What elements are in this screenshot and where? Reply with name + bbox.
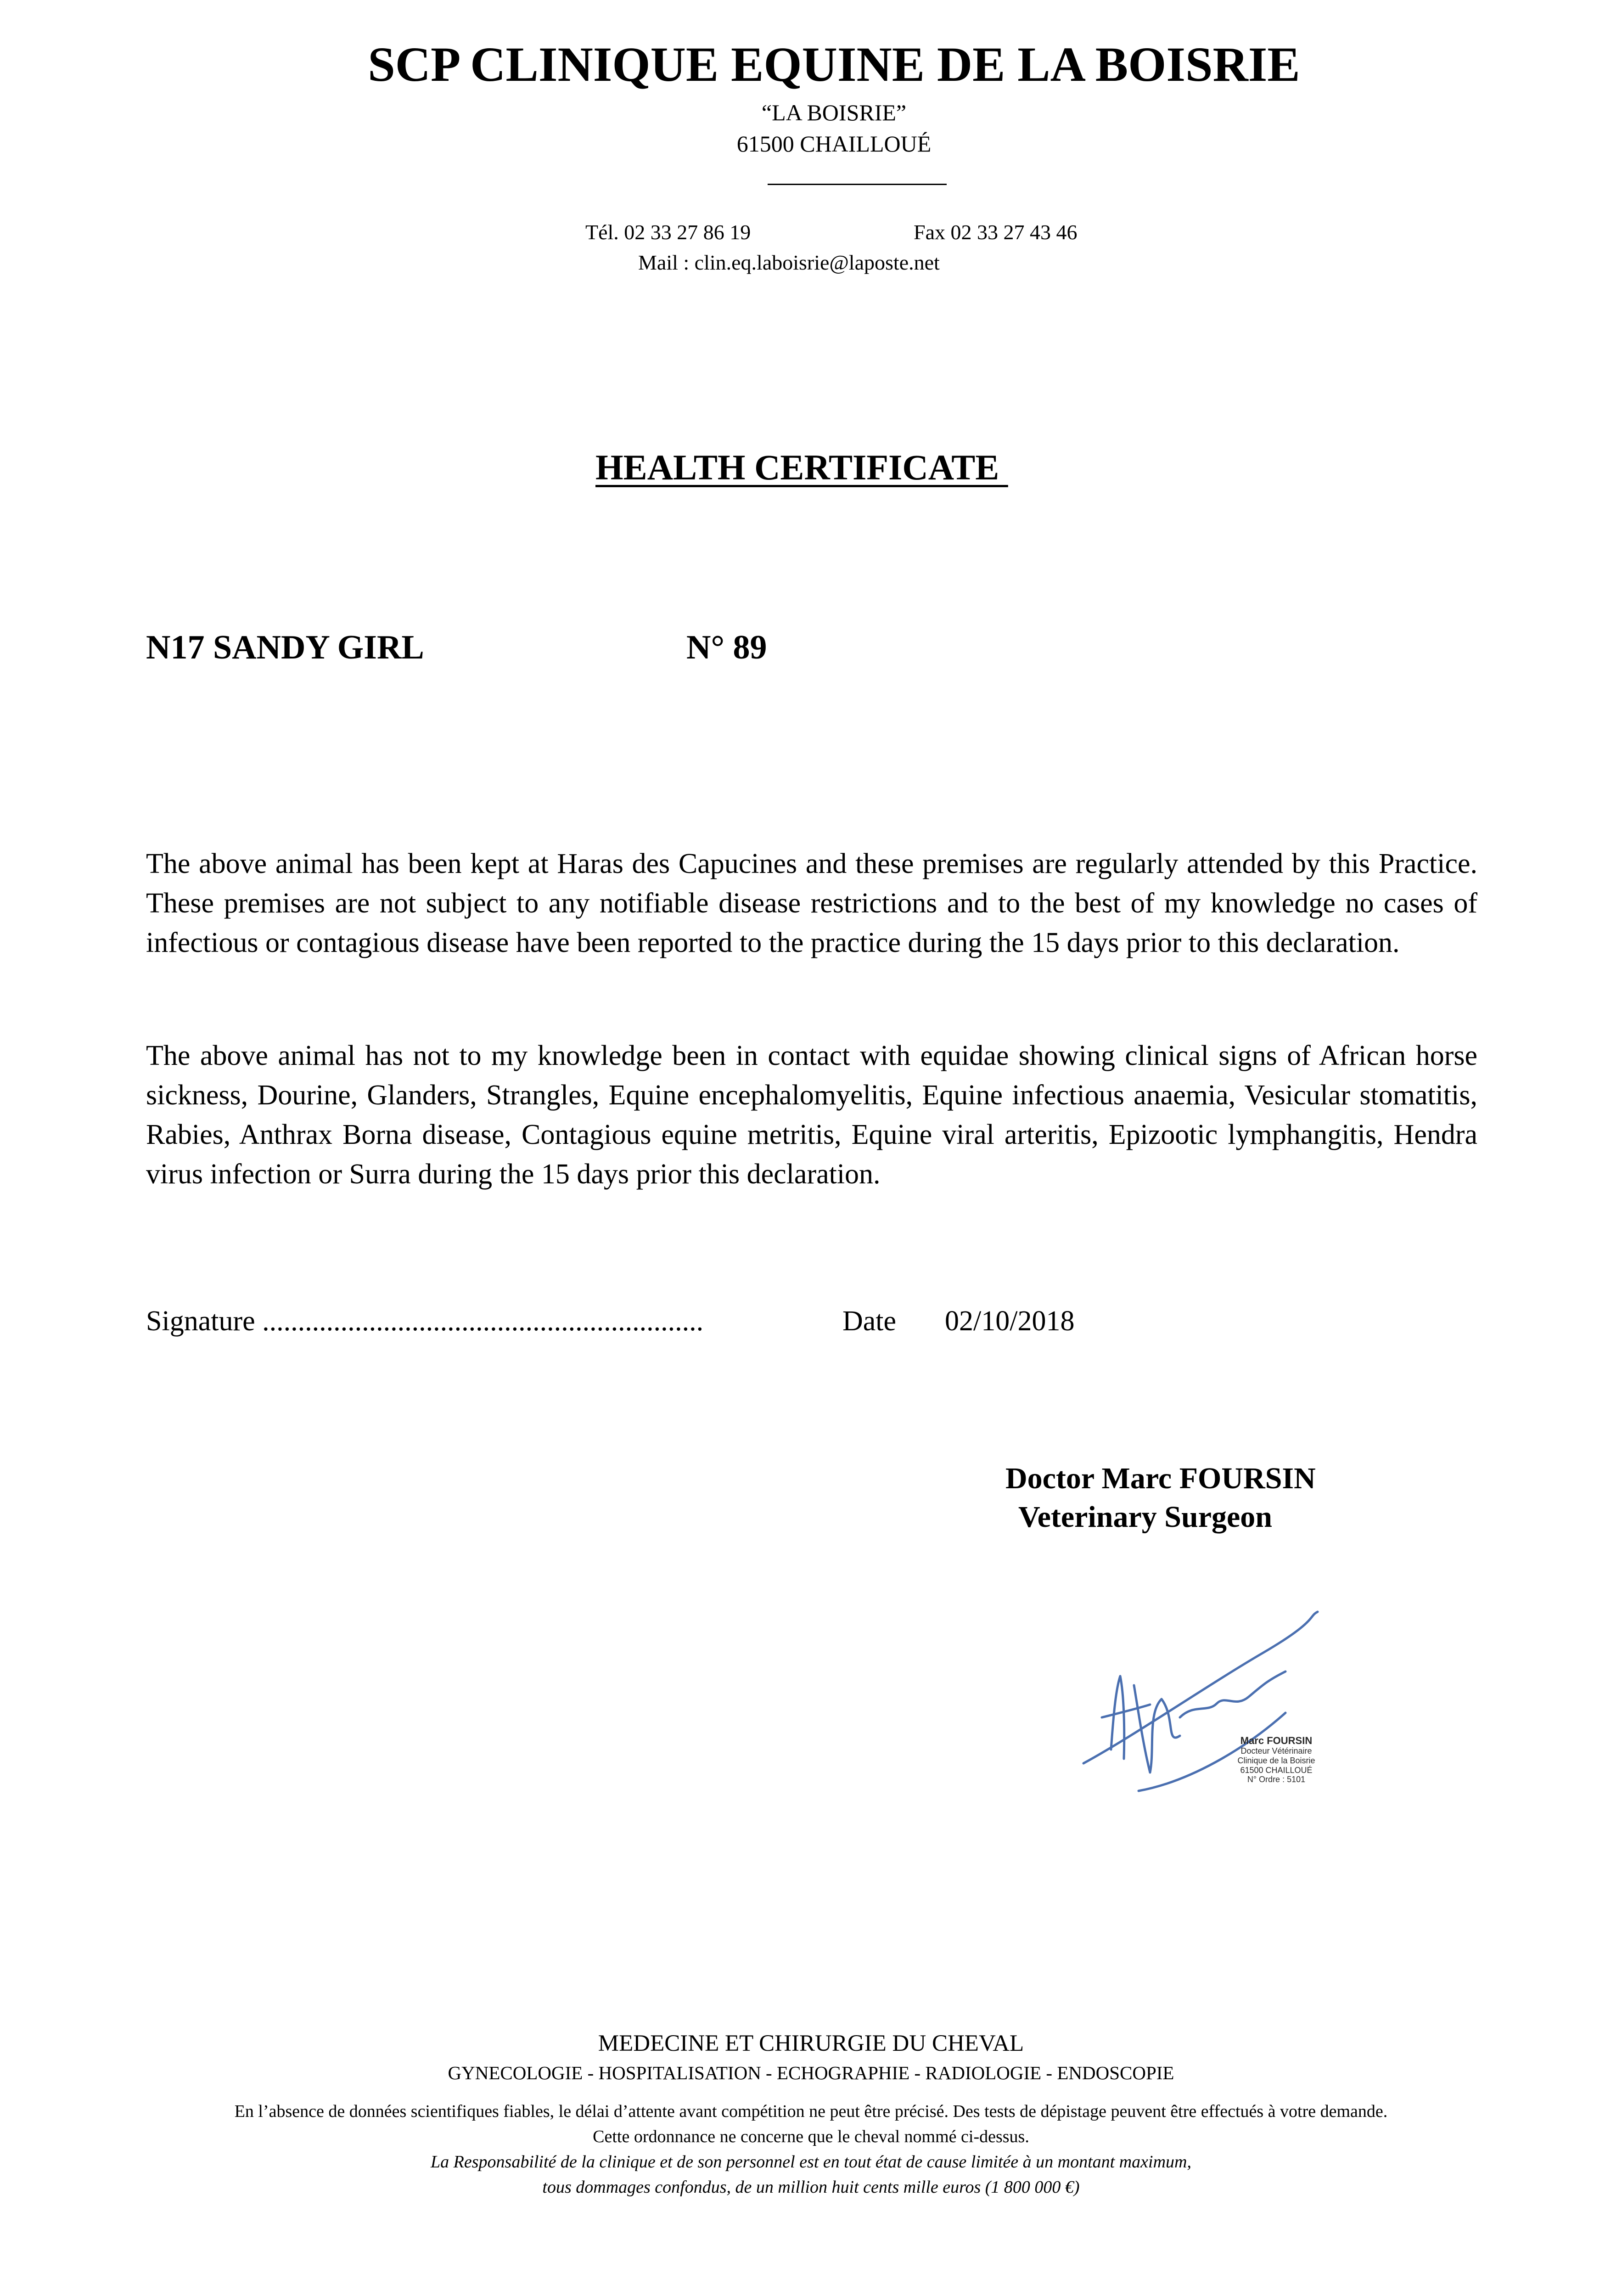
declaration-paragraph-premises: The above animal has been kept at Haras des Capucines and these premises are regularly attended by this Practice. These premises are not subject to any notifiable disease restrictions and to the best of my knowledge no cases of infectious or contagious disease have been reported to the practice during the 15 days prior to this declaration. — [146, 848, 1477, 958]
clinic-postal-city: 61500 CHAILLOUÉ — [736, 131, 932, 157]
stamp-line-3: 61500 CHAILLOUÉ — [1240, 1765, 1313, 1775]
footer-note-liability-amount: tous dommages confondus, de un million huit cents mille euros (1 800 000 €) — [542, 2178, 1080, 2197]
footer-note-liability: La Responsabilité de la clinique et de son personnel est en tout état de cause limitée à un montant maximum, — [431, 2152, 1191, 2172]
horse-name: N17 SANDY GIRL — [146, 629, 424, 666]
date-value: 02/10/2018 — [945, 1306, 1075, 1337]
footer-note-waiting-period: En l’absence de données scientifiques fiables, le délai d’attente avant compétition ne peut être précisé. Des tests de dépistage peuvent être effectués à votre demande. — [234, 2102, 1388, 2121]
clinic-fax: Fax 02 33 27 43 46 — [914, 220, 1078, 244]
clinic-phone: Tél. 02 33 27 86 19 — [585, 220, 751, 244]
signature-stroke-initial — [1102, 1676, 1150, 1759]
stamp-line-1: Docteur Vétérinaire — [1240, 1746, 1312, 1756]
doctor-title: Veterinary Surgeon — [1018, 1500, 1273, 1534]
stamp-name: Marc FOURSIN — [1240, 1735, 1313, 1746]
footer-specialty: MEDECINE ET CHIRURGIE DU CHEVAL — [598, 2031, 1024, 2056]
signature-stroke-loop — [1134, 1685, 1180, 1773]
clinic-place: “LA BOISRIE” — [761, 100, 907, 125]
footer-note-prescription: Cette ordonnance ne concerne que le cheval nommé ci-dessus. — [593, 2127, 1029, 2146]
clinic-name: SCP CLINIQUE EQUINE DE LA BOISRIE — [368, 38, 1300, 92]
date-label: Date — [842, 1306, 897, 1337]
stamp-line-4: N° Ordre : 5101 — [1247, 1775, 1306, 1784]
declaration-paragraph-diseases: The above animal has not to my knowledge been in contact with equidae showing clinical signs of African horse sickness, Dourine, Glanders, Strangles, Equine encephalomyelitis, Equine infectious anaemia, Vesicular stomatitis, Rabies, Anthrax Borna disease, Contagious equine metritis, Equine viral arteritis, Epizootic lymphangitis, Hendra virus infection or Surra during the 15 days prior this declaration. — [146, 1040, 1477, 1190]
horse-number: N° 89 — [686, 629, 767, 666]
handwritten-signature — [1070, 1598, 1327, 1818]
clinic-mail: Mail : clin.eq.laboisrie@laposte.net — [638, 251, 940, 274]
certificate-title: HEALTH CERTIFICATE — [595, 447, 1008, 487]
signature-label: Signature .............................................................. — [146, 1306, 704, 1337]
footer-services: GYNECOLOGIE - HOSPITALISATION - ECHOGRAPHIE - RADIOLOGIE - ENDOSCOPIE — [448, 2062, 1174, 2083]
veterinary-stamp — [1217, 1735, 1336, 1784]
stamp-line-2: Clinique de la Boisrie — [1237, 1756, 1315, 1765]
doctor-name: Doctor Marc FOURSIN — [1005, 1462, 1316, 1495]
header-divider — [768, 184, 947, 185]
